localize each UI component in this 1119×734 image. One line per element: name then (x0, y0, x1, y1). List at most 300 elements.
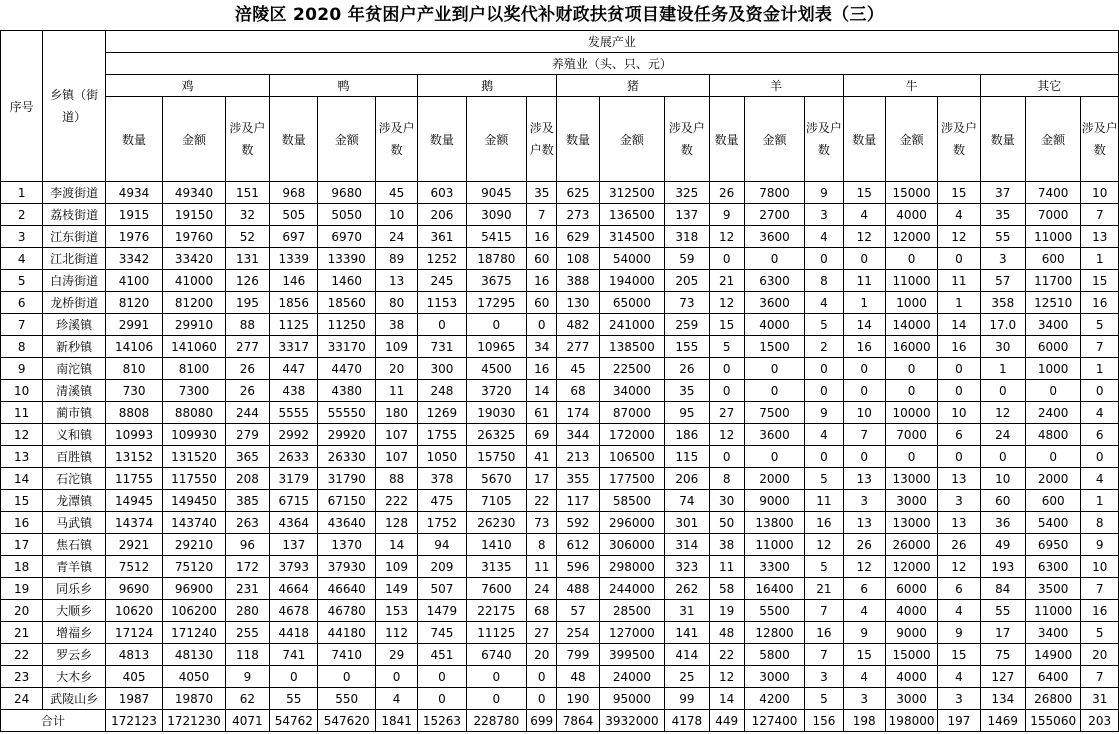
row-seq: 17 (1, 534, 43, 556)
table-cell: 4100 (105, 270, 162, 292)
table-cell: 1987 (105, 688, 162, 710)
plan-table (0, 30, 1119, 732)
total-cell: 4178 (665, 710, 709, 732)
table-cell: 25 (665, 666, 709, 688)
table-cell: 128 (375, 512, 417, 534)
table-cell: 15000 (885, 182, 937, 204)
table-row (1, 468, 1119, 490)
table-cell: 16400 (744, 578, 804, 600)
table-cell: 205 (665, 270, 709, 292)
table-cell: 263 (225, 512, 269, 534)
table-cell: 0 (843, 358, 885, 380)
table-cell: 14 (843, 314, 885, 336)
table-cell: 355 (557, 468, 599, 490)
table-cell: 0 (744, 248, 804, 270)
table-cell: 0 (709, 358, 744, 380)
table-cell: 107 (375, 424, 417, 446)
table-cell: 4934 (105, 182, 162, 204)
table-cell: 16 (805, 512, 843, 534)
table-cell: 1 (1081, 358, 1119, 380)
table-cell: 13800 (744, 512, 804, 534)
table-cell: 4 (843, 204, 885, 226)
table-cell: 141 (665, 622, 709, 644)
table-cell: 96900 (163, 578, 225, 600)
table-cell: 29 (375, 644, 417, 666)
table-cell: 26 (225, 358, 269, 380)
table-cell: 241000 (599, 314, 665, 336)
table-row (1, 600, 1119, 622)
table-cell: 2921 (105, 534, 162, 556)
row-seq: 12 (1, 424, 43, 446)
table-row (1, 688, 1119, 710)
table-cell: 1252 (418, 248, 466, 270)
table-cell: 206 (418, 204, 466, 226)
table-cell: 9 (709, 204, 744, 226)
table-cell: 17124 (105, 622, 162, 644)
table-cell: 24 (375, 226, 417, 248)
table-cell: 3 (805, 666, 843, 688)
table-cell: 1 (1081, 490, 1119, 512)
table-cell: 26 (709, 182, 744, 204)
table-cell: 33420 (163, 248, 225, 270)
table-cell: 131520 (163, 446, 225, 468)
row-seq: 2 (1, 204, 43, 226)
table-cell: 0 (805, 380, 843, 402)
table-cell: 4 (938, 204, 980, 226)
row-seq: 3 (1, 226, 43, 248)
header-group: 鸡 (105, 75, 269, 97)
table-cell: 4364 (270, 512, 318, 534)
table-cell: 118 (225, 644, 269, 666)
table-cell: 0 (418, 688, 466, 710)
table-cell: 3000 (744, 666, 804, 688)
table-cell: 5 (1081, 314, 1119, 336)
table-cell: 108 (557, 248, 599, 270)
table-cell: 697 (270, 226, 318, 248)
table-cell: 314 (665, 534, 709, 556)
table-cell: 5 (709, 336, 744, 358)
table-cell: 59 (665, 248, 709, 270)
table-cell: 4800 (1025, 424, 1080, 446)
table-cell: 318 (665, 226, 709, 248)
row-seq: 15 (1, 490, 43, 512)
table-cell: 24 (527, 578, 557, 600)
header-town: 乡镇（街道） (43, 31, 105, 182)
table-cell: 12 (709, 424, 744, 446)
table-cell: 10 (980, 468, 1025, 490)
row-seq: 18 (1, 556, 43, 578)
table-cell: 1 (843, 292, 885, 314)
table-cell: 4050 (163, 666, 225, 688)
table-cell: 625 (557, 182, 599, 204)
table-cell: 7410 (318, 644, 375, 666)
table-cell: 0 (1025, 446, 1080, 468)
row-seq: 5 (1, 270, 43, 292)
table-cell: 475 (418, 490, 466, 512)
total-cell: 1469 (980, 710, 1025, 732)
table-cell: 15 (938, 182, 980, 204)
table-cell: 11000 (1025, 600, 1080, 622)
table-cell: 6000 (885, 578, 937, 600)
table-cell: 273 (557, 204, 599, 226)
table-cell: 19030 (466, 402, 526, 424)
header-qty: 数量 (105, 97, 162, 182)
table-cell: 50 (709, 512, 744, 534)
total-cell: 228780 (466, 710, 526, 732)
header-households: 涉及户数 (527, 97, 557, 182)
table-cell: 358 (980, 292, 1025, 314)
table-cell: 248 (418, 380, 466, 402)
table-cell: 75 (980, 644, 1025, 666)
table-cell: 21 (709, 270, 744, 292)
table-cell: 84 (980, 578, 1025, 600)
table-cell: 109 (375, 556, 417, 578)
table-cell: 60 (980, 490, 1025, 512)
table-cell: 106500 (599, 446, 665, 468)
table-cell: 231 (225, 578, 269, 600)
row-town: 蔺市镇 (43, 402, 105, 424)
header-households: 涉及户数 (375, 97, 417, 182)
table-cell: 3 (938, 490, 980, 512)
table-cell: 12 (709, 666, 744, 688)
row-town: 南沱镇 (43, 358, 105, 380)
table-cell: 7000 (1025, 204, 1080, 226)
table-cell: 171240 (163, 622, 225, 644)
row-town: 大顺乡 (43, 600, 105, 622)
header-households: 涉及户数 (805, 97, 843, 182)
table-cell: 0 (938, 380, 980, 402)
table-cell: 94 (418, 534, 466, 556)
table-row (1, 182, 1119, 204)
table-cell: 3400 (1025, 314, 1080, 336)
table-row (1, 534, 1119, 556)
table-cell: 0 (843, 248, 885, 270)
row-town: 荔枝街道 (43, 204, 105, 226)
table-cell: 4 (843, 600, 885, 622)
table-cell: 11 (375, 380, 417, 402)
table-cell: 629 (557, 226, 599, 248)
table-cell: 151 (225, 182, 269, 204)
table-cell: 36 (980, 512, 1025, 534)
row-seq: 10 (1, 380, 43, 402)
table-cell: 172 (225, 556, 269, 578)
table-cell: 7 (1081, 336, 1119, 358)
table-cell: 26 (225, 380, 269, 402)
table-row (1, 380, 1119, 402)
table-cell: 195 (225, 292, 269, 314)
table-cell: 26230 (466, 512, 526, 534)
table-cell: 5 (805, 556, 843, 578)
table-cell: 12 (938, 226, 980, 248)
table-cell: 27 (527, 622, 557, 644)
table-cell: 414 (665, 644, 709, 666)
row-town: 珍溪镇 (43, 314, 105, 336)
table-row (1, 622, 1119, 644)
table-cell: 5050 (318, 204, 375, 226)
table-cell: 6970 (318, 226, 375, 248)
table-cell: 61 (527, 402, 557, 424)
table-row (1, 578, 1119, 600)
table-cell: 1479 (418, 600, 466, 622)
total-cell: 1721230 (163, 710, 225, 732)
table-cell: 1915 (105, 204, 162, 226)
table-cell: 45 (557, 358, 599, 380)
table-cell: 3675 (466, 270, 526, 292)
total-cell: 54762 (270, 710, 318, 732)
table-cell: 482 (557, 314, 599, 336)
table-cell: 5670 (466, 468, 526, 490)
row-town: 焦石镇 (43, 534, 105, 556)
table-cell: 24 (980, 424, 1025, 446)
table-cell: 5 (805, 314, 843, 336)
table-cell: 6 (843, 578, 885, 600)
table-cell: 4418 (270, 622, 318, 644)
table-cell: 12000 (885, 556, 937, 578)
table-cell: 10993 (105, 424, 162, 446)
header-group: 鹅 (418, 75, 557, 97)
table-cell: 14900 (1025, 644, 1080, 666)
table-cell: 306000 (599, 534, 665, 556)
row-town: 新秒镇 (43, 336, 105, 358)
table-cell: 0 (744, 446, 804, 468)
table-cell: 14 (709, 688, 744, 710)
header-industry: 发展产业 (105, 31, 1118, 53)
table-cell: 10 (843, 402, 885, 424)
table-cell: 3400 (1025, 622, 1080, 644)
table-cell: 138500 (599, 336, 665, 358)
table-cell: 13390 (318, 248, 375, 270)
table-cell: 1752 (418, 512, 466, 534)
table-cell: 16 (1081, 600, 1119, 622)
table-cell: 19760 (163, 226, 225, 248)
header-group: 羊 (709, 75, 843, 97)
table-cell: 186 (665, 424, 709, 446)
table-cell: 206 (665, 468, 709, 490)
table-cell: 6 (1081, 424, 1119, 446)
total-cell: 197 (938, 710, 980, 732)
table-cell: 155 (665, 336, 709, 358)
table-cell: 0 (1081, 380, 1119, 402)
table-cell: 31790 (318, 468, 375, 490)
total-cell: 547620 (318, 710, 375, 732)
table-cell: 8 (1081, 512, 1119, 534)
table-cell: 361 (418, 226, 466, 248)
table-cell: 127000 (599, 622, 665, 644)
row-town: 马武镇 (43, 512, 105, 534)
table-cell: 127 (980, 666, 1025, 688)
table-cell: 244 (225, 402, 269, 424)
table-cell: 4 (1081, 468, 1119, 490)
row-seq: 1 (1, 182, 43, 204)
table-cell: 62 (225, 688, 269, 710)
total-cell: 7864 (557, 710, 599, 732)
table-cell: 262 (665, 578, 709, 600)
row-seq: 16 (1, 512, 43, 534)
table-cell: 137 (665, 204, 709, 226)
table-cell: 11 (938, 270, 980, 292)
table-cell: 0 (418, 314, 466, 336)
table-cell: 9 (843, 622, 885, 644)
table-cell: 0 (527, 688, 557, 710)
table-cell: 4664 (270, 578, 318, 600)
table-cell: 32 (225, 204, 269, 226)
table-cell: 0 (270, 666, 318, 688)
table-cell: 7800 (744, 182, 804, 204)
table-cell: 13 (938, 512, 980, 534)
table-cell: 13000 (885, 512, 937, 534)
table-cell: 131 (225, 248, 269, 270)
table-cell: 2700 (744, 204, 804, 226)
table-cell: 12 (980, 402, 1025, 424)
table-cell: 1 (980, 358, 1025, 380)
table-cell: 89 (375, 248, 417, 270)
table-cell: 5 (805, 688, 843, 710)
total-cell: 198 (843, 710, 885, 732)
table-cell: 55 (270, 688, 318, 710)
header-qty: 数量 (980, 97, 1025, 182)
row-seq: 11 (1, 402, 43, 424)
table-cell: 7 (805, 600, 843, 622)
table-cell: 7 (843, 424, 885, 446)
table-cell: 115 (665, 446, 709, 468)
table-cell: 6740 (466, 644, 526, 666)
table-row (1, 446, 1119, 468)
table-cell: 112 (375, 622, 417, 644)
table-cell: 117 (557, 490, 599, 512)
page-title: 涪陵区 2020 年贫困户产业到户以奖代补财政扶贫项目建设任务及资金计划表（三） (234, 5, 885, 25)
table-cell: 10 (1081, 182, 1119, 204)
table-cell: 88 (375, 468, 417, 490)
row-seq: 13 (1, 446, 43, 468)
table-cell: 49 (980, 534, 1025, 556)
table-cell: 9 (805, 182, 843, 204)
table-cell: 0 (1025, 380, 1080, 402)
table-cell: 81200 (163, 292, 225, 314)
table-cell: 8 (805, 270, 843, 292)
table-cell: 11000 (744, 534, 804, 556)
row-town: 李渡街道 (43, 182, 105, 204)
table-cell: 68 (557, 380, 599, 402)
table-cell: 29920 (318, 424, 375, 446)
total-label: 合计 (1, 710, 106, 732)
table-cell: 810 (105, 358, 162, 380)
table-cell: 6300 (1025, 556, 1080, 578)
table-cell: 254 (557, 622, 599, 644)
table-cell: 0 (527, 666, 557, 688)
table-cell: 6400 (1025, 666, 1080, 688)
table-cell: 5800 (744, 644, 804, 666)
table-cell: 60 (527, 292, 557, 314)
table-cell: 0 (938, 358, 980, 380)
table-cell: 730 (105, 380, 162, 402)
row-town: 白涛街道 (43, 270, 105, 292)
total-cell: 3932000 (599, 710, 665, 732)
total-cell: 155060 (1025, 710, 1080, 732)
table-row (1, 292, 1119, 314)
table-cell: 3000 (885, 490, 937, 512)
total-cell: 203 (1081, 710, 1119, 732)
table-cell: 2 (805, 336, 843, 358)
table-cell: 26 (665, 358, 709, 380)
table-cell: 65000 (599, 292, 665, 314)
table-cell: 4 (805, 292, 843, 314)
table-row (1, 556, 1119, 578)
table-cell: 20 (1081, 644, 1119, 666)
table-cell: 1153 (418, 292, 466, 314)
table-row (1, 270, 1119, 292)
table-cell: 259 (665, 314, 709, 336)
table-cell: 11755 (105, 468, 162, 490)
row-town: 同乐乡 (43, 578, 105, 600)
table-cell: 438 (270, 380, 318, 402)
table-cell: 7512 (105, 556, 162, 578)
table-cell: 11 (805, 490, 843, 512)
table-cell: 45 (375, 182, 417, 204)
table-cell: 68 (527, 600, 557, 622)
total-row (1, 710, 1119, 732)
table-cell: 365 (225, 446, 269, 468)
table-cell: 12000 (885, 226, 937, 248)
row-seq: 21 (1, 622, 43, 644)
table-cell: 16 (1081, 292, 1119, 314)
table-cell: 6300 (744, 270, 804, 292)
table-cell: 280 (225, 600, 269, 622)
header-households: 涉及户数 (938, 97, 980, 182)
table-cell: 0 (938, 248, 980, 270)
table-cell: 2000 (1025, 468, 1080, 490)
table-cell: 126 (225, 270, 269, 292)
table-cell: 149 (375, 578, 417, 600)
table-cell: 0 (805, 358, 843, 380)
table-cell: 9045 (466, 182, 526, 204)
table-cell: 14374 (105, 512, 162, 534)
table-cell: 1 (938, 292, 980, 314)
table-cell: 22 (527, 490, 557, 512)
row-seq: 9 (1, 358, 43, 380)
table-cell: 3 (980, 248, 1025, 270)
table-cell: 130 (557, 292, 599, 314)
table-cell: 106200 (163, 600, 225, 622)
table-cell: 48 (709, 622, 744, 644)
table-cell: 41000 (163, 270, 225, 292)
table-cell: 14 (527, 380, 557, 402)
table-cell: 29910 (163, 314, 225, 336)
table-cell: 3 (938, 688, 980, 710)
table-cell: 88 (225, 314, 269, 336)
table-cell: 19150 (163, 204, 225, 226)
table-cell: 20 (527, 644, 557, 666)
total-cell: 15263 (418, 710, 466, 732)
table-cell: 16 (527, 358, 557, 380)
table-cell: 4813 (105, 644, 162, 666)
table-cell: 799 (557, 644, 599, 666)
table-cell: 0 (527, 314, 557, 336)
table-cell: 20 (375, 358, 417, 380)
table-cell: 31 (1081, 688, 1119, 710)
table-cell: 13152 (105, 446, 162, 468)
table-cell: 3 (805, 204, 843, 226)
table-cell: 1856 (270, 292, 318, 314)
header-amount: 金额 (599, 97, 665, 182)
table-cell: 43640 (318, 512, 375, 534)
row-seq: 24 (1, 688, 43, 710)
row-seq: 8 (1, 336, 43, 358)
table-cell: 7 (805, 644, 843, 666)
table-cell: 37930 (318, 556, 375, 578)
table-cell: 4 (843, 666, 885, 688)
table-cell: 35 (980, 204, 1025, 226)
table-cell: 12510 (1025, 292, 1080, 314)
